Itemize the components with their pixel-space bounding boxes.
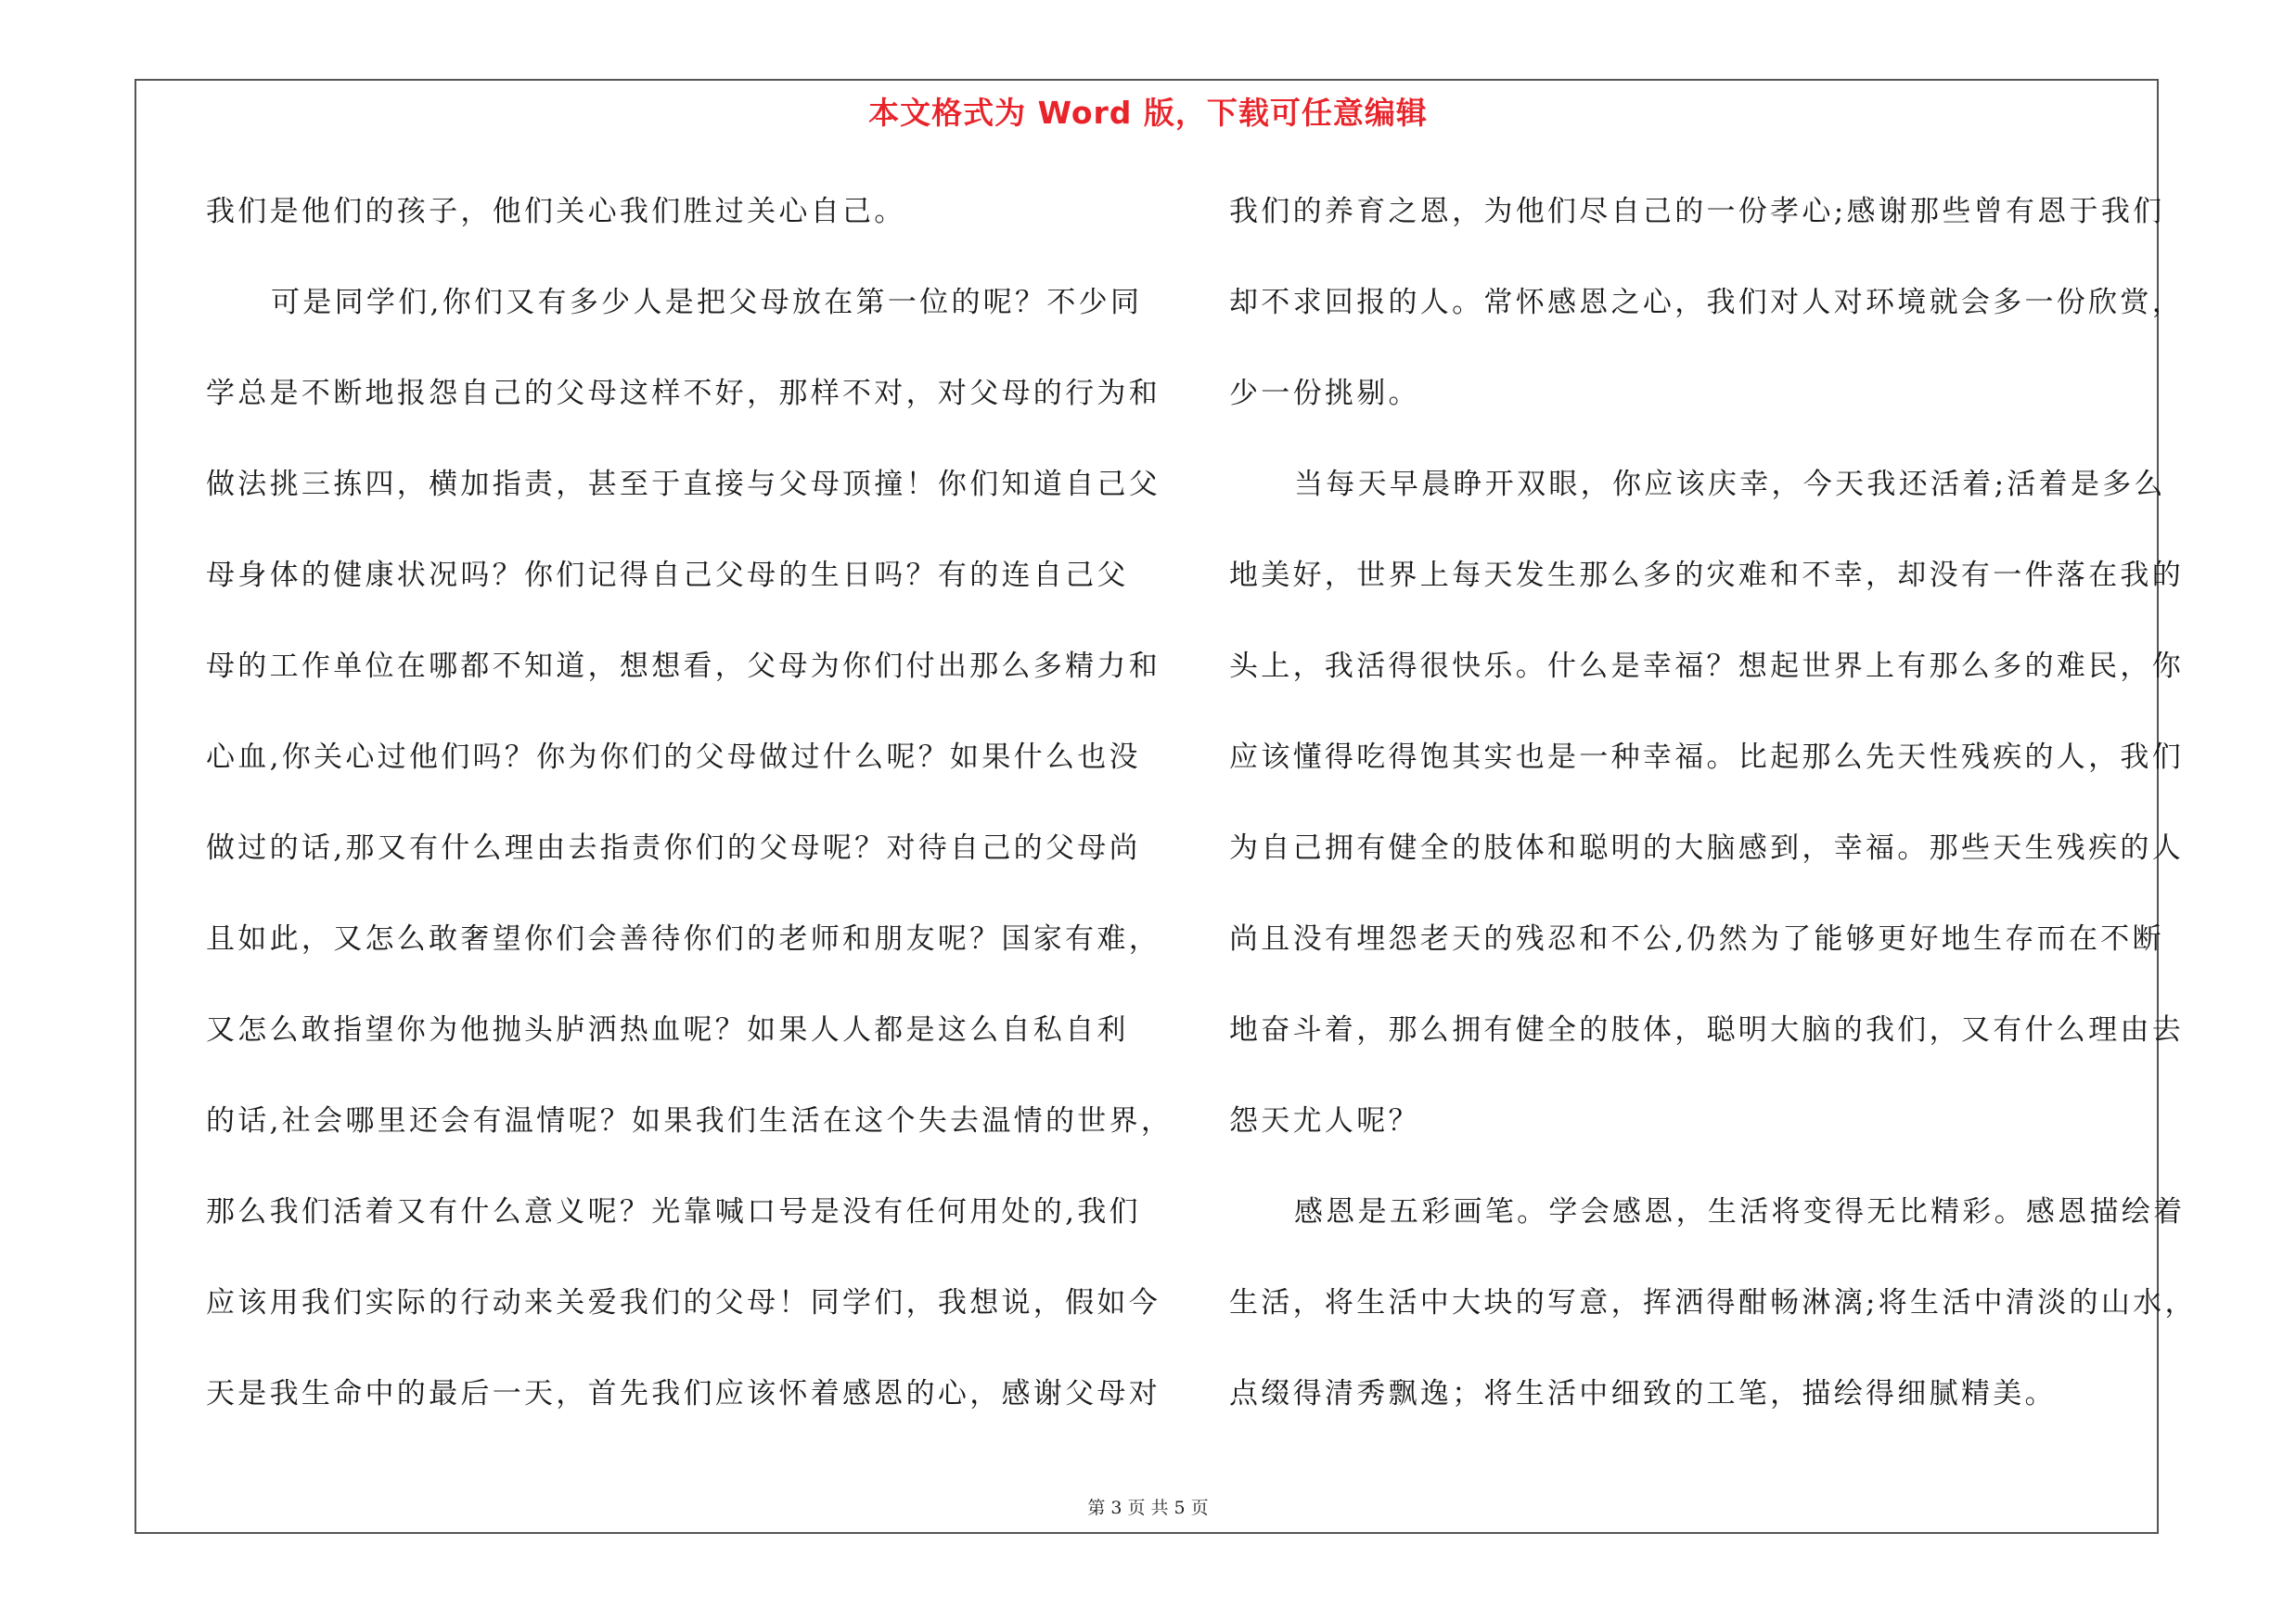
text-line: 点缀得清秀飘逸；将生活中细致的工笔，描绘得细腻精美。 bbox=[1229, 1377, 2057, 1410]
text-line: 又怎么敢指望你为他抛头胪洒热血呢？如果人人都是这么自私自利 bbox=[206, 1013, 1129, 1047]
text-line: 应该用我们实际的行动来关爱我们的父母！同学们，我想说，假如今 bbox=[206, 1286, 1161, 1320]
text-line: 学总是不断地报怨自己的父母这样不好，那样不对，对父母的行为和 bbox=[206, 377, 1161, 410]
text-line: 怨天尤人呢？ bbox=[1229, 1104, 1420, 1138]
text-line: 天是我生命中的最后一天，首先我们应该怀着感恩的心，感谢父母对 bbox=[206, 1377, 1161, 1410]
text-line: 却不求回报的人。常怀感恩之心，我们对人对环境就会多一份欣赏， bbox=[1229, 286, 2184, 319]
text-line: 少一份挑剔。 bbox=[1229, 377, 1420, 410]
text-line: 地奋斗着，那么拥有健全的肢体，聪明大脑的我们，又有什么理由去 bbox=[1229, 1013, 2184, 1047]
text-line: 做过的话,那又有什么理由去指责你们的父母呢？对待自己的父母尚 bbox=[206, 831, 1141, 865]
text-line: 当每天早晨睁开双眼，你应该庆幸，今天我还活着;活着是多么 bbox=[1294, 468, 2166, 501]
text-line: 应该懂得吃得饱其实也是一种幸福。比起那么先天性残疾的人，我们 bbox=[1229, 741, 2184, 774]
text-line: 地美好，世界上每天发生那么多的灾难和不幸，却没有一件落在我的 bbox=[1229, 559, 2184, 592]
text-line: 头上，我活得很快乐。什么是幸福？想起世界上有那么多的难民，你 bbox=[1229, 650, 2184, 683]
text-line: 生活，将生活中大块的写意，挥洒得酣畅淋漓;将生活中清淡的山水， bbox=[1229, 1286, 2197, 1320]
text-line: 心血,你关心过他们吗？你为你们的父母做过什么呢？如果什么也没 bbox=[206, 741, 1141, 774]
text-line: 为自己拥有健全的肢体和聪明的大脑感到，幸福。那些天生残疾的人 bbox=[1229, 831, 2184, 865]
text-line: 母的工作单位在哪都不知道，想想看，父母为你们付出那么多精力和 bbox=[206, 650, 1161, 683]
text-line: 且如此，又怎么敢奢望你们会善待你们的老师和朋友呢？国家有难， bbox=[206, 922, 1161, 956]
page-number-footer: 第 3 页 共 5 页 bbox=[1087, 1498, 1209, 1518]
text-line: 做法挑三拣四，横加指责，甚至于直接与父母顶撞！你们知道自己父 bbox=[206, 468, 1161, 501]
text-line: 那么我们活着又有什么意义呢？光靠喊口号是没有任何用处的,我们 bbox=[206, 1195, 1141, 1229]
text-line: 感恩是五彩画笔。学会感恩，生活将变得无比精彩。感恩描绘着 bbox=[1294, 1195, 2186, 1229]
text-line: 我们的养育之恩，为他们尽自己的一份孝心;感谢那些曾有恩于我们 bbox=[1229, 195, 2165, 228]
text-line: 尚且没有埋怨老天的残忍和不公,仍然为了能够更好地生存而在不断 bbox=[1229, 922, 2164, 956]
text-line: 可是同学们,你们又有多少人是把父母放在第一位的呢？不少同 bbox=[271, 286, 1143, 319]
left-text-column bbox=[206, 182, 1174, 1455]
right-text-column bbox=[1229, 182, 2197, 1455]
format-notice-banner: 本文格式为 Word 版，下载可任意编辑 bbox=[868, 95, 1428, 131]
text-line: 母身体的健康状况吗？你们记得自己父母的生日吗？有的连自己父 bbox=[206, 559, 1129, 592]
text-line: 的话,社会哪里还会有温情呢？如果我们生活在这个失去温情的世界， bbox=[206, 1104, 1174, 1138]
text-line: 我们是他们的孩子，他们关心我们胜过关心自己。 bbox=[206, 195, 906, 228]
